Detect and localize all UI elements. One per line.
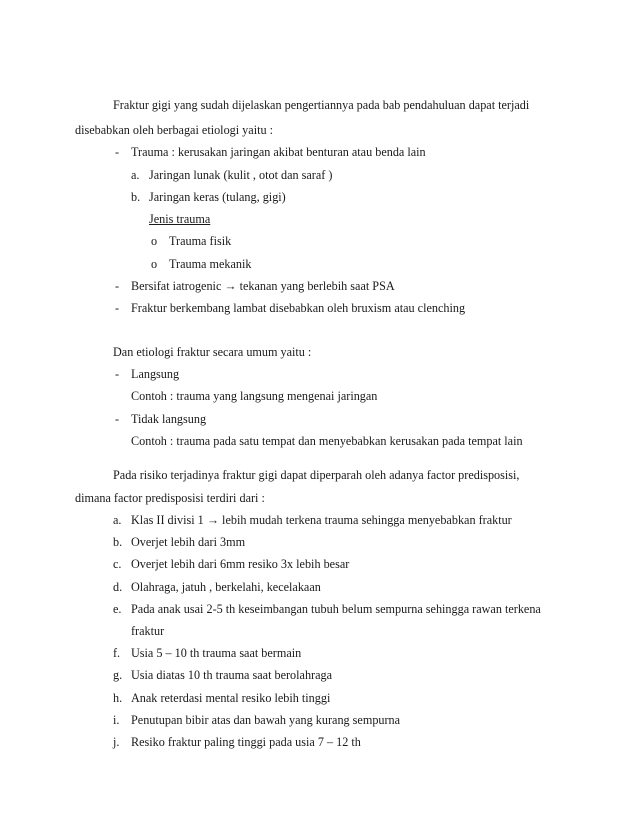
paragraph-1-line-1: Fraktur gigi yang sudah dijelaskan pengertiannya pada bab pendahuluan dapat terjadi [113,98,530,112]
paragraph-1-line-2: disebabkan oleh berbagai etiologi yaitu : [75,123,273,137]
list-marker: g. [113,668,123,682]
list-marker: d. [113,580,123,594]
paragraph-2-intro: Dan etiologi fraktur secara umum yaitu : [113,345,312,359]
list-marker: h. [113,691,123,705]
list-item: Resiko fraktur paling tinggi pada usia 7 – 12 th [131,735,361,749]
list-item: Overjet lebih dari 6mm resiko 3x lebih besar [131,557,350,571]
list-marker: b. [113,535,123,549]
list-marker: f. [113,646,121,660]
list-item: Trauma fisik [169,234,232,248]
list-item: Jaringan lunak (kulit , otot dan saraf ) [149,168,333,182]
paragraph-3-line-2: dimana factor predisposisi terdiri dari : [75,491,265,505]
list-marker: - [115,145,120,159]
list-item: Trauma : kerusakan jaringan akibat benturan atau benda lain [131,145,426,159]
list-marker: j. [113,735,120,749]
list-marker: o [151,234,158,248]
list-item: Usia 5 – 10 th trauma saat bermain [131,646,302,660]
list-marker: - [115,301,120,315]
list-item: Langsung [131,367,180,381]
list-item: Trauma mekanik [169,257,252,271]
subheading-jenis-trauma: Jenis trauma [149,212,211,226]
paragraph-3-line-1: Pada risiko terjadinya fraktur gigi dapat diperparah oleh adanya factor predisposisi, [113,468,520,482]
list-marker: b. [131,190,141,204]
list-item-example: Contoh : trauma yang langsung mengenai jaringan [131,389,378,403]
list-item-example: Contoh : trauma pada satu tempat dan menyebabkan kerusakan pada tempat lain [131,434,523,448]
list-marker: - [115,367,120,381]
list-marker: a. [131,168,140,182]
list-item: Jaringan keras (tulang, gigi) [149,190,286,204]
list-marker: e. [113,602,122,616]
list-item: Klas II divisi 1 → lebih mudah terkena trauma sehingga menyebabkan fraktur [131,513,512,527]
list-item: Usia diatas 10 th trauma saat berolahraga [131,668,333,682]
list-marker: o [151,257,158,271]
list-item: Olahraga, jatuh , berkelahi, kecelakaan [131,580,321,594]
list-marker: i. [113,713,120,727]
list-item: Tidak langsung [131,412,207,426]
list-item-continuation: fraktur [131,624,165,638]
list-item: Bersifat iatrogenic → tekanan yang berlebih saat PSA [131,279,395,293]
list-item: Penutupan bibir atas dan bawah yang kurang sempurna [131,713,401,727]
list-marker: a. [113,513,122,527]
list-item: Overjet lebih dari 3mm [131,535,246,549]
list-marker: c. [113,557,122,571]
list-item: Anak reterdasi mental resiko lebih tinggi [131,691,331,705]
list-item: Fraktur berkembang lambat disebabkan oleh bruxism atau clenching [131,301,466,315]
list-marker: - [115,279,120,293]
list-item: Pada anak usai 2-5 th keseimbangan tubuh belum sempurna sehingga rawan terkena [131,602,541,616]
list-marker: - [115,412,120,426]
